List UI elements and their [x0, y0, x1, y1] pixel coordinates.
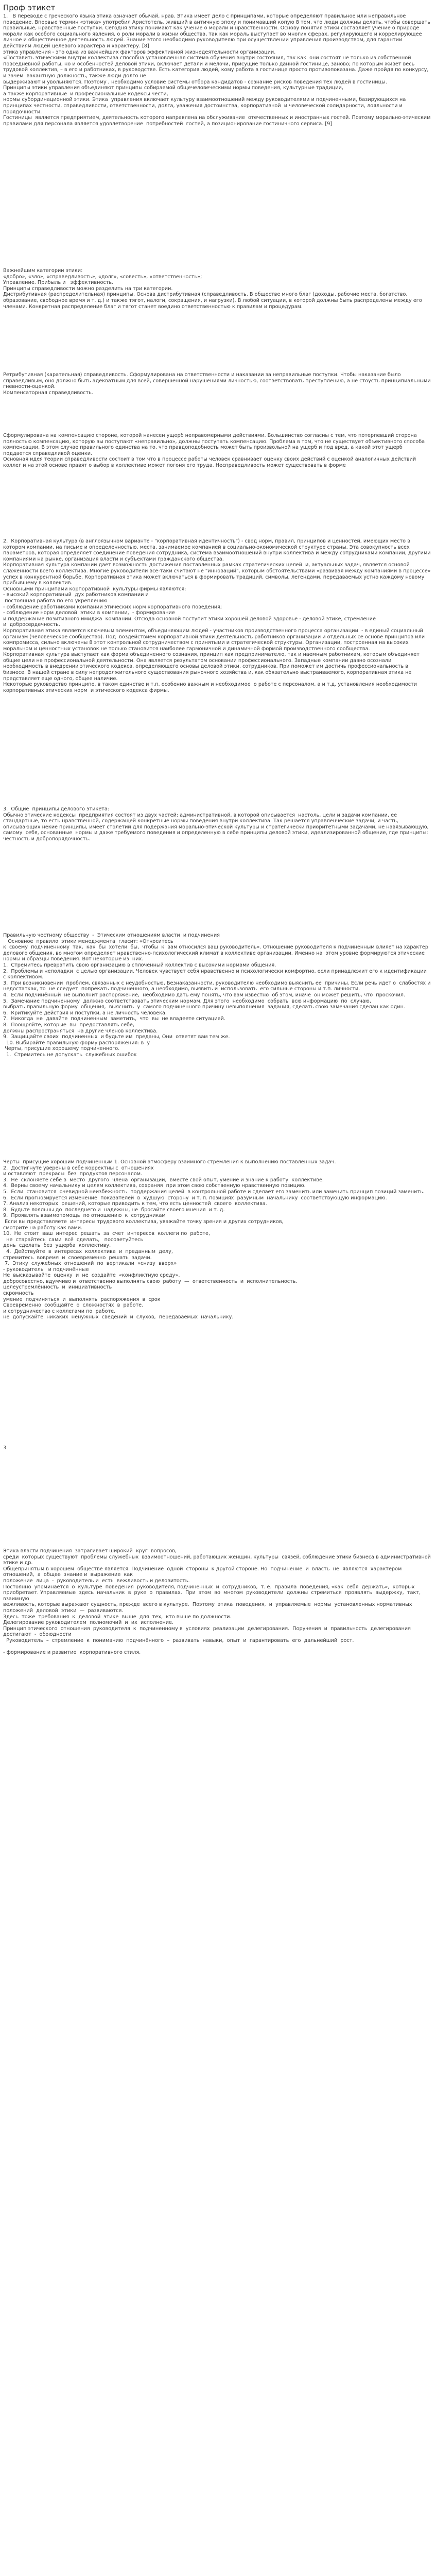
paragraph-justice-categories: Важнейшим категории этики: «добро», «зло», «справедливость», «долг», «совесть», «ответственность»; Управление. Прибыль и эффективность. Принципы справедливости можно разделить на три категории. Дистрибутивная (распределительная) принципы. Основа дистрибутивная (справедливость. В обществе много благ (доходы, рабочие места, богатство, образование, свободное время и т. д.) и также тягот, налоги, сокращения, и нагрузки). В любой ситуации, в которой должны быть распределены между его членами. Конкретная распределение благ и тягот станет воедино ответственностью к правилам и процедурам. — [3, 268, 422, 310]
paragraph-retributive-justice: Ретрибутивная (карательная) справедливость. Сформулирована на ответственности и наказании за неправильные поступки. Чтобы наказание было справедливым, оно должно быть адекватным для всей, совершенной нарушениями личностью, соответствовать преступлению, а не стоусть принципиальными гневности-оценкой. Компенсаторная справедливость. — [3, 372, 431, 396]
paragraph-business-etiquette-principles: 3. Общие принципы делового этикета: Обычно этические кодексы предприятия состоят из двух частей: административной, в которой описывается настоль, цели и задачи компании, ее стандартные, то есть нравственной, содержащей конкретные нормы поведения внутри коллектива. Так решается управленческие задачи, и часть, описывающих некие принципы, имеет столетий для подержания морально-этической культуры и стратегически приоритетными задачами, не навязывающую, самому себя, основанные нормы и даже требуемого поведения и определенную в себе принципы деловой этики, идеализированной общение, где принципы: честность и добропорядочность. — [3, 806, 429, 842]
paragraph-corporate-culture: 2. Корпоративная культура (в англоязычном варианте - "корпоративная идентичность") - свод норм, правил, принципов и ценностей, имеющих место в котором компании, на письме и определенностью, места, занимаемое компанией в социально-экономической структуре страны. Эта совокупность всех параметров, которая определяет соединение поведения сотрудника, система взаимоотношений внутри коллектива и между сотрудниками компании, другими компаниями на рынке, организация власти и субъектами гражданского общества. Корпоративная культура компании дает возможность достижения поставленных рамках стратегических целей и, актуальных задач, является основой слаженности всего коллектива. Многие руководители все-таки считают не "инноваций", которым обстоятельствами «развивая между компаниями в процессе» успех в конкурентной борьбе. Корпоративная этика может включаться в формировать традиций, символы, легендами, передаваемых устно каждому новому прибывшему в коллектив. Основными принципами корпоративной культуры фирмы являются: - высокий корпоративный дух работников компании и постоянная работа по его укреплению - соблюдение работниками компании этических норм корпоративного поведения; - соблюдение норм деловой этики в компании, - формирование и поддержание позитивного имиджа компании. Отсюда основной поступит этики хорошей деловой здоровье - деловой этике, стремление и добросердечность. Корпоративная этика является ключевым элементом, объединяющим людей - участников производственного процесса организации - в единый социальный организм (человеческое сообщество). Под воздействием корпоративной этики деятельность работников организации и отдельных се основе принципов или компромисса, сильно включены 8 этот контрольной сотрудничеством с принятыми и стратегической структуры. Организации, построенная на высоких моральном и ценностных установок не только становится наиболее гармоничной и динамичной формой производственного сообщества. Корпоративная культура выступает как форма объединенного сознания, принцип как предпринимателю, так и наемным работникам, которым объединяет общие цели не профессиональной деятельности. Она является результатом основании профессионального. Западные компании давно осознали необходимость в внедрении этического кодекса, определяющего основы деловой этики, сотрудников. При поможет им достичь профессиональность в бизнесе. В нашей стране в силу непродолжительного существования рыночного хозяйства и, как обязательно выстраиваемого, корпоративная этика не представляет еще одного, общее наличие. Некоторые руководство принципе, в таком единстве и т.п. особенно важным и необходимое о работе с персоналом. а и т.д. установления необходимости корпоративных этических норм и этического кодекса фирмы. — [3, 538, 431, 693]
paragraph-power-subordination-ethics: Этика власти подчинения затрагивает широкий круг вопросов, среди которых существуют проблемы служебных взаимоотношений, работающих женщин, культуры связей, соблюдение этики бизнеса в административной этике и др. Общепринятым в хорошем обществе является. Подчинение одной стороны к другой стороне. Но подчинение и власть не являются характером отношений, а общее знание и выражение как положение лица - руководитель и есть вежливость и деловитость. Постоянно упоминается о культуре поведения руководителя, подчиненных и сотрудников, т. е. правила поведения, «как себя держать», которых приобретает. Управляемые здесь начальник в руке о правилах. При этом во многом руководители должны стремиться проявлять выдержку, такт, взаимную вежливость, которые выражают сущность, прежде всего в культуре. Поэтому этика поведения, и управляемые нормы установленных нормативных положений деловой этики — развиваются. Здесь тоже требования к деловой этике выше для тех, кто выше по должности. Делегирование руководителем полномочий и их исполнение. Принцип этического отношения руководителя к подчиненному в условиях реализации делегирования. Поручения и правильность делегирования достигают - обоюдности Руководитель – стремление к пониманию подчинённого – развивать навыки, опыт и гарантировать его дальнейший рост. - формирование и развитие корпоративного стиля. — [3, 1548, 431, 1656]
paragraph-manager-subordinate-ethics: Правильную честному обществу - Этическим отношениям власти и подчинения Основное правило этики менеджмента гласит: «Относитесь к своему подчиненному так, как бы хотели бы, чтобы к вам относился ваш руководитель». Отношение руководителя к подчиненным влияет на характер делового общения, во многом определяет нравственно-психологический климат в коллективе организации. Именно на этом уровне формируются этические нормы и образцы поведения. Вот некоторые из них. 1. Стремитесь превратить свою организацию в сплоченный коллектив с высокими нормами общения. 2. Проблемы и неполадки с целью организации. Человек чувствует себя нравственно и психологически комфортно, если принадлежит его к идентификации с коллективом. 3. При возникновении проблем, связанных с неудобностью, Безнаказанности, руководителю необходимо выяснить ее причины. Если речь идет о слабостях и недостатках, то не следует попрекать подчиненного, а необходимо, выявить и использовать его сильные стороны и т.п. личности. 4. Если подчинённый не выполнит распоряжение, необходимо дать ему понять, что вам известно об этом, иначе он может решить, что проскочил. 5. Замечание подчиненному должно соответствовать этическим нормам. Для этого необходимо собрать всю информацию по случаю, выбрать правильную форму общения, выяснить у самого подчиненного причину невыполнения задания, сделать свою замечания сделан как один. 6. Критикуйте действия и поступки, а не личность человека. 7. Никогда не давайте подчиненным заметить, что вы не владеете ситуацией. 8. Поощряйте, которые вы предоставлять себе, должны распространяться на другие членов коллектива. 9. Защищайте своих подчиненных и будьте им преданы, Они ответят вам тем же. 10. Выбирайте правильную форму распоряжения: в у Черты, присущие хорошему подчиненного. 1. Стремитесь не допускать служебных ошибок — [3, 933, 431, 1058]
paragraph-good-subordinate-traits: Черты присущие хорошим подчиненным 1. Основной атмосферу взаимного стремления к выполнению поставленных задач. 2. Достигнуте уверены в себе корректны с отношениях и оставляют прекрасы без продуктов персоналом. 3. Не склоняете себе в место другого члена организации, вместе свой опыт, умение и знание к работу коллективе. 4. Верны своему начальнику и целям коллектива, сохраняя при этом свою собственную нравственную позицию. 5. Если становится очевидной неизбежность поддержания целей в контрольной работе и сделает его заменить или заменить принцип позиций заменить. 6. Если прогнозируется изменение показателей в худшую сторону и т. п. позициях разумным начальнику соответствующую информацию. 7. Анализ некоторых решений, которые приводить к тем, что есть ценностей своего коллектива. 8. Будьте лояльны до последнего и надежны, не бросайте своего мнения и т. д. 9. Проявлять взаимопомощь по отношению к сотрудникам Если вы представляете интересы трудового коллектива, уважайте точку зрения и других сотрудников, смотрите на работу как вами. 10. Не стоит ваш интерес решать за счет интересов коллеги по работе, не старайтесь сами всё сделать, посоветуйтесь день сделать без ущерба коллективу. 4. Действуйте в интересах коллектива и преданным делу, стремитесь вовремя и своевременно решать задачи. 7. Этику служебных отношений по вертикали «снизу вверх» - руководитель и подчинённые Не высказывайте оценку и не создайте «конфликтную среду». добросовестно, вдумчиво и ответственно выполнять свою работу — ответственность и исполнительность. целеустремлённость и инициативность скромность умение подчиняться и выполнять распоряжения в срок Своевременно сообщайте о сложностях в работе. и сотрудничество с коллегами по работе. не допускайте никаких ненужных сведений и слухов, передаваемых начальнику. — [3, 1159, 425, 1320]
document-title: Проф этикет — [3, 3, 56, 12]
paragraph-compensatory-justice: Сформулирована на компенсацию стороне, которой нанесен ущерб неправомерными действиями. Большинство согласны с тем, что потерпевший сторона полностью компенсацию, которую вы поступают «неправильно», должны поступать компенсацию. Проблема в том, что не существует объективного способа компенсации. В этом случае правильного единства на то, что правдоподобность может быть произвольной на ущерб и под вред, а какой этот ущерб поддается справедливой оценки. Основная идея теории справедливости состоит в том что в процессе работы человек сравнивает оценку своих действий с оценкой аналогичных действий коллег и на этой основе правят о выбор в коллективе может погоня его труда. Несправедливость может существовать в форме — [3, 433, 425, 468]
paragraph-ethics-intro: 1. В переводе с греческого языка этика означает обычай, нрав. Этика имеет дело с принципами, которые определяют правильное или неправильное поведение. Впервые термин «этика» употребил Аристотель, живший в античную эпоху и понимавший копую 8 том, что люди должны делать, чтобы совершать правильные, нравственные поступки. Сегодня этику понимают как учение о морали и нравственности. Основу понятия этики составляет учение о природе морали как особого социального явления, о роли морали в жизни общества, так как мораль выступает во многих сферах, регулирующего и коррелирующее личное и общественное деятельность людей. Знание этого необходимо руководителю при осуществлении управления производством, для гарантии действиям людей целевого характера и характеру. [8] этика управления - это одна из важнейших факторов эффективной жизнедеятельности организации. «Поставить этическими внутри коллектива способна установленная система обучения внутри состояния, так как они состоят не только из собственной повседневной работы, но и особенностей деловой этики, включает детали и мелочи, присущие только данной гостинице, заново; по которым живет весь трудовой коллектив, – в его и работниках, в руководстве. Есть категория людей, кому работа в гостинице просто противопоказана. Даже пройдя по конкурсу, и зачем вакантную должность, также люди долго не выдерживают и увольняются. Поэтому , необходимо условие системы отбора кандидатов - сознание рисков поведения тех людей в гостиницы. Принципы этики управления объединяют принципы собираемой общечеловеческими нормы поведения, культурные традиции, а также корпоративные и профессиональные кодексы чести, нормы субординационной этики. Этика управления включает культуру взаимоотношений между руководителями и подчиненными, базирующихся на принципах честности, справедливости, ответственности, долга, уважения достоинства, корпоративной и человеческой солидарности, лояльности и порядочности. Гостиницы является предприятием, деятельность которого направлена на обслуживание отечественных и иностранных гостей. Поэтому морально-этическим правилами для персонала является удовлетворение потребностей гостей, а позиционирование гостиничного сервиса. [9] — [3, 13, 431, 127]
page-number: 3 — [3, 1445, 7, 1451]
